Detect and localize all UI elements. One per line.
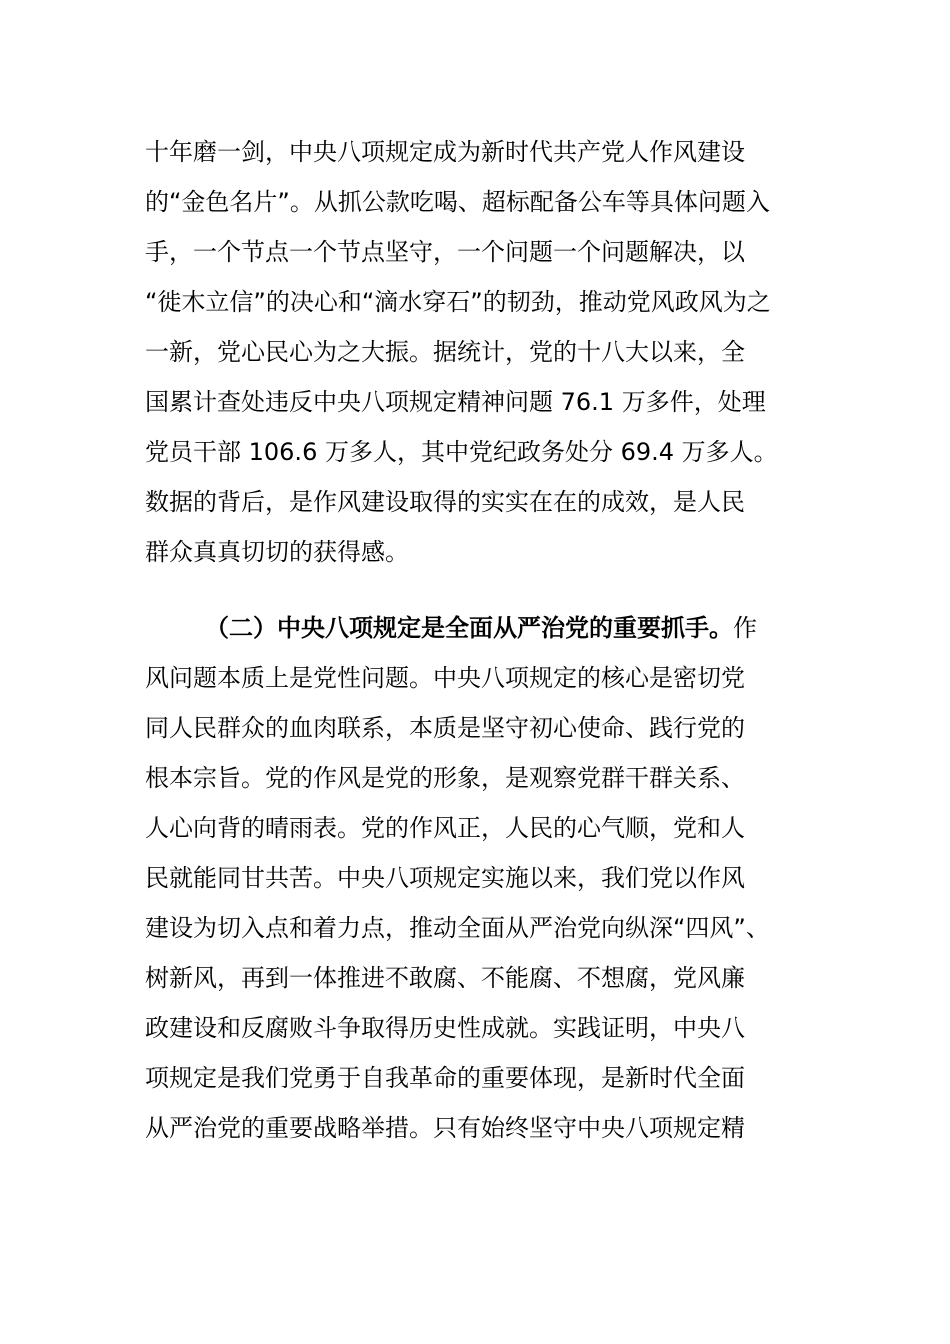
text-line: 项规定是我们党勇于自我革命的重要体现，是新时代全面 bbox=[145, 1064, 745, 1092]
paragraph-2 bbox=[145, 603, 805, 1153]
text-line: “徙木立信”的决心和“滴水穿石”的韧劲，推动党风政风为之 bbox=[145, 288, 771, 316]
paragraph-1 bbox=[145, 127, 805, 577]
text-line: 党员干部 106.6 万多人，其中党纪政务处分 69.4 万多人。 bbox=[145, 438, 778, 466]
text-line: 国累计查处违反中央八项规定精神问题 76.1 万多件，处理 bbox=[145, 388, 766, 416]
text-line: 手，一个节点一个节点坚守，一个问题一个问题解决，以 bbox=[145, 238, 745, 266]
text-line: 同人民群众的血肉联系，本质是坚守初心使命、践行党的 bbox=[145, 714, 745, 742]
section-heading: （二）中央八项规定是全面从严治党的重要抓手。 bbox=[205, 614, 733, 642]
text-line: 一新，党心民心为之大振。据统计，党的十八大以来，全 bbox=[145, 338, 745, 366]
text-line: 树新风，再到一体推进不敢腐、不能腐、不想腐，党风廉 bbox=[145, 964, 745, 992]
text-line-first bbox=[145, 603, 805, 653]
text-line: 建设为切入点和着力点，推动全面从严治党向纵深“四风”、 bbox=[145, 914, 770, 942]
paragraph-spacer bbox=[145, 577, 805, 603]
document-body bbox=[145, 127, 805, 1153]
text-line: 群众真真切切的获得感。 bbox=[145, 538, 409, 566]
text-line: 民就能同甘共苦。中央八项规定实施以来，我们党以作风 bbox=[145, 864, 745, 892]
text-line: 数据的背后，是作风建设取得的实实在在的成效，是人民 bbox=[145, 488, 745, 516]
text-line: 从严治党的重要战略举措。只有始终坚守中央八项规定精 bbox=[145, 1114, 745, 1142]
heading-continuation: 作 bbox=[733, 614, 757, 642]
text-line: 人心向背的晴雨表。党的作风正，人民的心气顺，党和人 bbox=[145, 814, 745, 842]
text-line: 根本宗旨。党的作风是党的形象，是观察党群干群关系、 bbox=[145, 764, 745, 792]
text-line: 的“金色名片”。从抓公款吃喝、超标配备公车等具体问题入 bbox=[145, 188, 770, 216]
text-line: 十年磨一剑，中央八项规定成为新时代共产党人作风建设 bbox=[145, 138, 745, 166]
text-line: 政建设和反腐败斗争取得历史性成就。实践证明，中央八 bbox=[145, 1014, 745, 1042]
text-line: 风问题本质上是党性问题。中央八项规定的核心是密切党 bbox=[145, 664, 745, 692]
